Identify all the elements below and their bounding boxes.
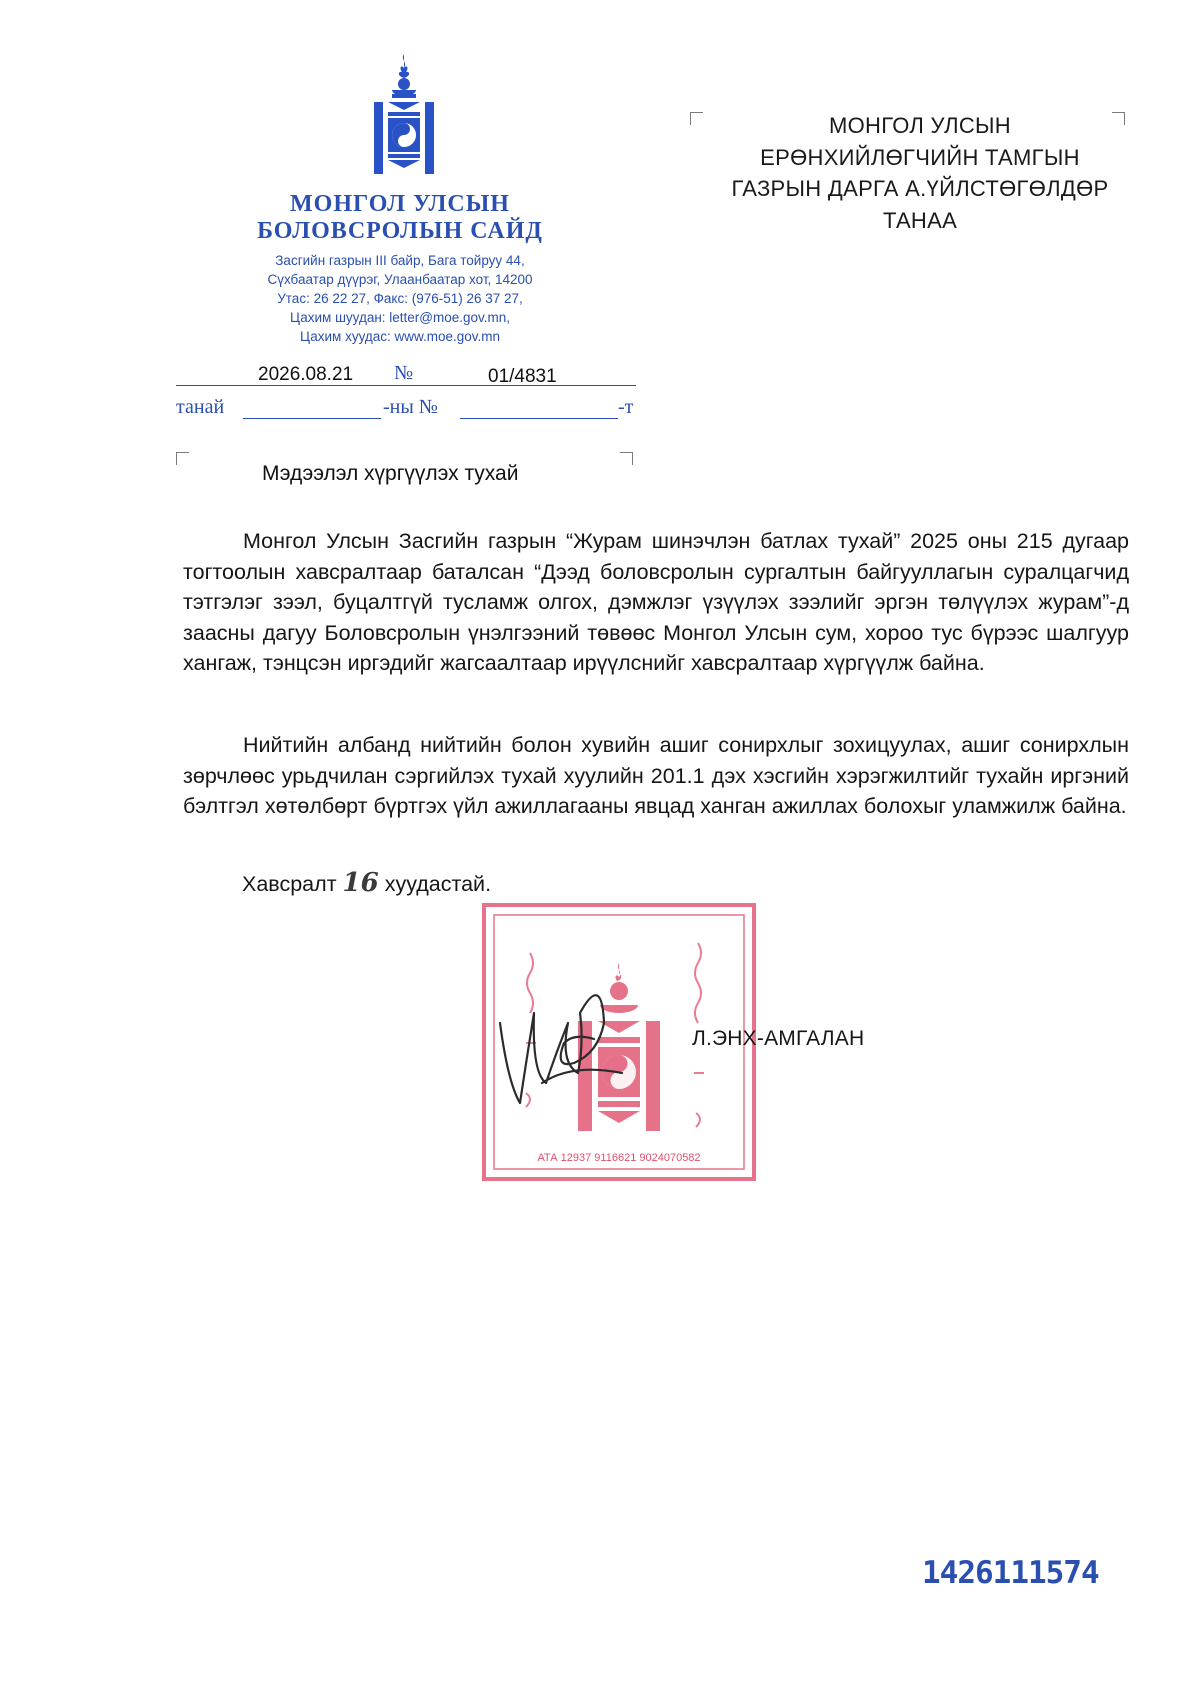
body-paragraph: Монгол Улсын Засгийн газрын “Журам шинэчлэн батлах тухай” 2025 оны 215 дугаар тогтоолын хавсралтаар баталсан “Дээд боловсролын сургалтын байгууллагын суралцагчид тэтгэлэг зээл, буцалтгүй тусламж олгох, дэмжлэг үзүүлэх зээлийг эргэн төлүүлэх журам”-д заасны дагуу Боловсролын үнэлгээний төвөөс Монгол Улсын сум, хороо тус бүрээс шалгуур хангаж, тэнцсэн иргэдийг жагсаалтаар ирүүлснийг хавсралтаар хүргүүлж байна. <box>183 529 1129 676</box>
subject-corner-right <box>620 452 633 465</box>
ref-prefix: танай <box>176 396 225 418</box>
recipient-line: ГАЗРЫН ДАРГА А.ҮЙЛСТӨГӨЛДӨР <box>731 176 1109 201</box>
recipient-line: МОНГОЛ УЛСЫН <box>829 113 1011 138</box>
signer-name: Л.ЭНХ-АМГАЛАН <box>692 1027 865 1050</box>
date-number-underline <box>176 385 636 386</box>
ref-date-underline <box>243 418 381 419</box>
recipient-line: ТАНАА <box>882 208 958 233</box>
recipient-line: ЕРӨНХИЙЛӨГЧИЙН ТАМГЫН <box>760 145 1080 170</box>
ref-number-underline <box>460 418 618 419</box>
address-line: Утас: 26 22 27, Факс: (976-51) 26 37 27, <box>277 291 523 306</box>
address-line: Засгийн газрын III байр, Бага тойруу 44, <box>275 253 525 268</box>
letter-number: 01/4831 <box>488 366 557 387</box>
letter-date: 2026.08.21 <box>258 364 354 385</box>
attachment-prefix: Хавсралт <box>242 872 337 896</box>
address-line: Сүхбаатар дүүрэг, Улаанбаатар хот, 14200 <box>267 272 533 287</box>
ref-mid: -ны № <box>383 396 438 418</box>
ref-suffix: -т <box>618 396 634 418</box>
attachment-suffix: хуудастай. <box>384 872 492 896</box>
registration-number: 1426111574 <box>922 1555 1099 1591</box>
number-sign: № <box>394 362 414 384</box>
ministry-name-line2: БОЛОВСРОЛЫН САЙД <box>257 218 543 244</box>
letter-subject: Мэдээлэл хүргүүлэх тухай <box>262 462 519 485</box>
soyombo-emblem-icon <box>372 52 436 178</box>
body-paragraph: Нийтийн албанд нийтийн болон хувийн ашиг сонирхлыг зохицуулах, ашиг сонирхлын зөрчлөөс урьдчилан сэргийлэх тухай хуулийн 201.1 дэх хэсгийн хэрэгжилтийг тухайн иргэний бэлтгэл хөтөлбөрт бүртгэх үйл ажиллагааны явцад ханган ажиллах болохыг уламжилж байна. <box>183 733 1129 819</box>
subject-corner-left <box>176 452 189 465</box>
handwritten-page-count: 16 <box>342 868 379 898</box>
ministry-name-line1: МОНГОЛ УЛСЫН <box>290 191 510 217</box>
stamp-number: АТА 12937 9116621 9024070582 <box>537 1152 701 1164</box>
website-line: Цахим хуудас: www.moe.gov.mn <box>299 329 501 344</box>
attachment-note <box>242 868 491 898</box>
email-line: Цахим шуудан: letter@moe.gov.mn, <box>289 310 511 325</box>
